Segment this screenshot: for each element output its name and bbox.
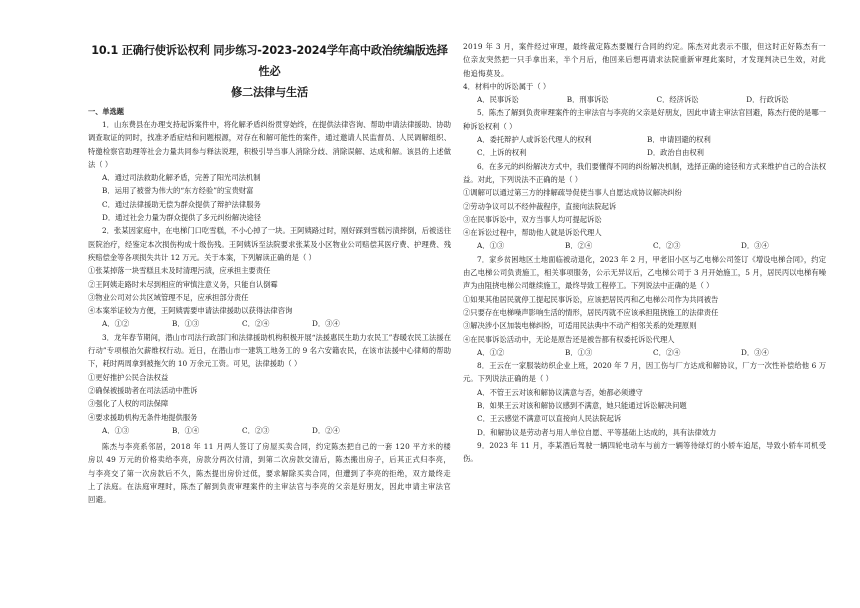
question-7: 7．家乡贫困地区土地面临被动退化，2023 年 2 月，甲老旧小区与乙电梯公司签订《增设电梯合同》，约定由乙电梯公司负责施工，相关事项服务，公示无异议后，乙电梯公司于 3 月开始施工，5 月，居民丙以电梯有噪声为由阻挠电梯公司继续施工，最终导致工程停工。下列说法中正确的是（ ）: [463, 254, 826, 291]
q7-statement-3: ③解决涉小区加装电梯纠纷，可适用民法典中不动产相邻关系的处理原则: [463, 321, 697, 331]
q3-option-b: B．①④: [172, 425, 200, 435]
q2-option-d: D．③④: [312, 319, 340, 329]
q6-option-b: B．②④: [565, 241, 593, 251]
q6-option-d: D．③④: [741, 241, 769, 251]
q2-statement-1: ①张某掉落一块雪糕且未及时清理污渍，应承担主要责任: [88, 266, 271, 276]
q2-statement-4: ④本案举证较为方便，王阿姨需要申请法律援助以获得法律咨询: [88, 306, 293, 316]
q7-option-b: B．①③: [565, 347, 593, 357]
q7-option-d: D．③④: [741, 347, 769, 357]
question-8: 8．王云在一家服装纺织企业上班，2020 年 7 月，因工伤与厂方达成和解协议，厂方一次性补偿给他 6 万元。下列说法正确的是（ ）: [463, 361, 826, 384]
q3-statement-3: ③强化了人权的司法保障: [88, 399, 169, 409]
q3-option-a: A．①③: [102, 425, 130, 435]
q3-statement-1: ①更好推护公民合法权益: [88, 372, 169, 382]
q2-options: [102, 317, 451, 330]
q6-option-c: C．②③: [653, 241, 681, 251]
q3-options: [102, 424, 451, 437]
question-6: 6．在多元的纠纷解决方式中，我们要懂得不同的纠纷解决机制，选择正确的途径和方式来维护自己的合法权益。对此，下列说法不正确的是（ ）: [463, 161, 826, 184]
q1-option-b: B．运用了被誉为伟大的“东方经验”的宝贵财富: [102, 186, 254, 196]
q8-option-c: C．王云感觉不满意可以直接向人民法院起诉: [477, 414, 622, 424]
question-9: 9．2023 年 11 月，李某酒后驾驶一辆四轮电动车与前方一辆等待绿灯的小轿车追尾，导致小轿车司机受伤。: [463, 440, 826, 464]
case-narrative: 陈杰与李亮系邻居，2018 年 11 月两人签订了房屋买卖合同，约定陈杰把自己的一套 120 平方米的楼房以 49 万元的价格卖给李亮，房款分两次付清，到第二次房款交清后，陈杰搬出房子，后其正式归李亮，与李亮交了第一次房款后不久，陈杰提出房价过低，要求解除买卖合同，但遭到了李亮的拒绝，双方最终走上了法庭。在法庭审理时，陈杰了解到负责审理案件的主审法官与李亮的父亲是好朋友，因此申请主审法官回避。: [88, 442, 451, 505]
q6-statement-2: ②劳动争议可以不经仲裁程序，直接向法院起诉: [463, 201, 617, 211]
q2-statement-2: ②王阿姨走路时未尽到相应的审慎注意义务，只能自认倒霉: [88, 279, 278, 289]
title-line-2: 修二法律与生活: [231, 86, 308, 99]
q7-statement-4: ④在民事诉讼活动中，无论是原告还是被告都有权委托诉讼代理人: [463, 334, 675, 344]
title-line-1: 10.1 正确行使诉讼权利 同步练习-2023-2024学年高中政治统编版选择性必: [91, 44, 448, 78]
q3-statement-4: ④要求援助机构无条件地提供服务: [88, 412, 198, 422]
q7-statement-1: ①如果其他居民就停工提起民事诉讼，应该把居民丙和乙电梯公司作为共同被告: [463, 294, 719, 304]
q5-option-d: D．政治自由权利: [647, 148, 704, 158]
q5-option-b: B．申请回避的权利: [647, 135, 711, 145]
q5-option-a: A．委托辩护人或诉讼代理人的权利: [477, 135, 592, 145]
question-1: 1．山东费县在办理支持起诉案件中，将化解矛盾纠纷贯穿始终，在提供法律咨询、帮助申请法律援助、协助调查取证的同时，找准矛盾症结和问题根源，对存在和解可能性的案件，通过邀请人民监督员、人民调解组织、特邀检察官助理等社会力量共同参与释法说理，积极引导当事人消除分歧、消除误解、达成和解。该县的上述做法（ ）: [88, 120, 451, 169]
q8-option-d: D．和解协议是劳动者与用人单位自愿、平等基础上达成的，具有法律效力: [477, 427, 717, 437]
q5-option-c: C．上诉的权利: [477, 148, 527, 158]
question-4: 4．材料中的诉讼属于（ ）: [463, 81, 551, 91]
q8-option-b: B．如果王云对该和解协议感到不满意，她只能通过诉讼解决问题: [477, 401, 687, 411]
q4-option-d: D．行政诉讼: [746, 95, 789, 105]
question-3: 3．龙年春节期间，潜山市司法行政部门和法律援助机构积极开展“法援惠民生助力农民工”春暖农民工法援在行动”专项根治欠薪维权行动。近日，在潜山市一建筑工地务工的 9 名六安籍农民，在该市法援中心律师的帮助下，耗时两周拿到被拖欠的 10 万余元工资。可见，法律援助（ ）: [88, 332, 451, 369]
q6-statement-4: ④在诉讼过程中，帮助他人就是诉讼代理人: [463, 228, 602, 238]
q7-option-a: A．①②: [477, 347, 505, 357]
question-5: 5．陈杰了解到负责审理案件的主审法官与李亮的父亲是好朋友，因此申请主审法官回避，陈杰行使的是哪一种诉讼权利（ ）: [463, 108, 826, 131]
q8-option-a: A．不管王云对该和解协议满意与否，她都必须遵守: [477, 387, 643, 397]
case-narrative-continued: 2019 年 3 月，案件经过审理，最终裁定陈杰要履行合同的约定。陈杰对此表示不服，但这时正好陈杰有一位亲友突然把一只手拿出来，半个月后，他回来后想再请求法院重新审理此案时，才发现判决已生效，对此他追悔莫及。: [463, 42, 826, 78]
q2-option-c: C．②④: [242, 319, 270, 329]
q5-options: [477, 133, 826, 160]
q4-options: [477, 93, 826, 106]
q1-option-d: D．通过社会力量为群众提供了多元纠纷解决途径: [102, 213, 262, 223]
document-title: [88, 40, 451, 103]
q4-option-b: B．刑事诉讼: [566, 95, 609, 105]
q1-option-c: C．通过法律援助无偿为群众提供了辩护法律服务: [102, 199, 261, 209]
q7-option-c: C．②④: [653, 347, 681, 357]
left-column: [88, 40, 451, 507]
q6-options: [477, 239, 826, 252]
q2-option-a: A．①②: [102, 319, 130, 329]
q4-option-c: C．经济诉讼: [656, 95, 699, 105]
right-column: [463, 40, 826, 466]
q7-options: [477, 346, 826, 359]
q7-statement-2: ②只要存在电梯噪声影响生活的情形，居民丙就不应该承担阻挠施工的法律责任: [463, 307, 719, 317]
q4-option-a: A．民事诉讼: [477, 95, 519, 105]
q1-option-a: A．通过司法救助化解矛盾，完善了阳光司法机制: [102, 173, 261, 183]
q2-option-b: B．①③: [172, 319, 200, 329]
q3-statement-2: ②确保被援助者在司法活动中胜诉: [88, 385, 198, 395]
question-2: 2．张某因家庭中，在电梯门口吃雪糕，不小心掉了一块。王阿姨路过时，刚好踩到雪糕污渍摔倒，后被送往医院治疗，经鉴定本次损伤构成十级伤残。王阿姨诉至法院要求张某及小区物业公司赔偿其医疗费、护理费、残疾赔偿金等各项损失共计 12 万元。关于本案，下列解读正确的是（ ）: [88, 226, 451, 262]
q6-option-a: A．①③: [477, 241, 505, 251]
q6-statement-1: ①调解可以通过第三方的排解疏导促使当事人自愿达成协议解决纠纷: [463, 188, 682, 198]
q3-option-d: D．②④: [312, 425, 340, 435]
q2-statement-3: ③物业公司对公共区域管理不足，应承担部分责任: [88, 292, 249, 302]
q3-option-c: C．②③: [242, 425, 270, 435]
section-heading: 一、单选题: [88, 107, 124, 116]
q6-statement-3: ③在民事诉讼中，双方当事人均可提起诉讼: [463, 214, 602, 224]
